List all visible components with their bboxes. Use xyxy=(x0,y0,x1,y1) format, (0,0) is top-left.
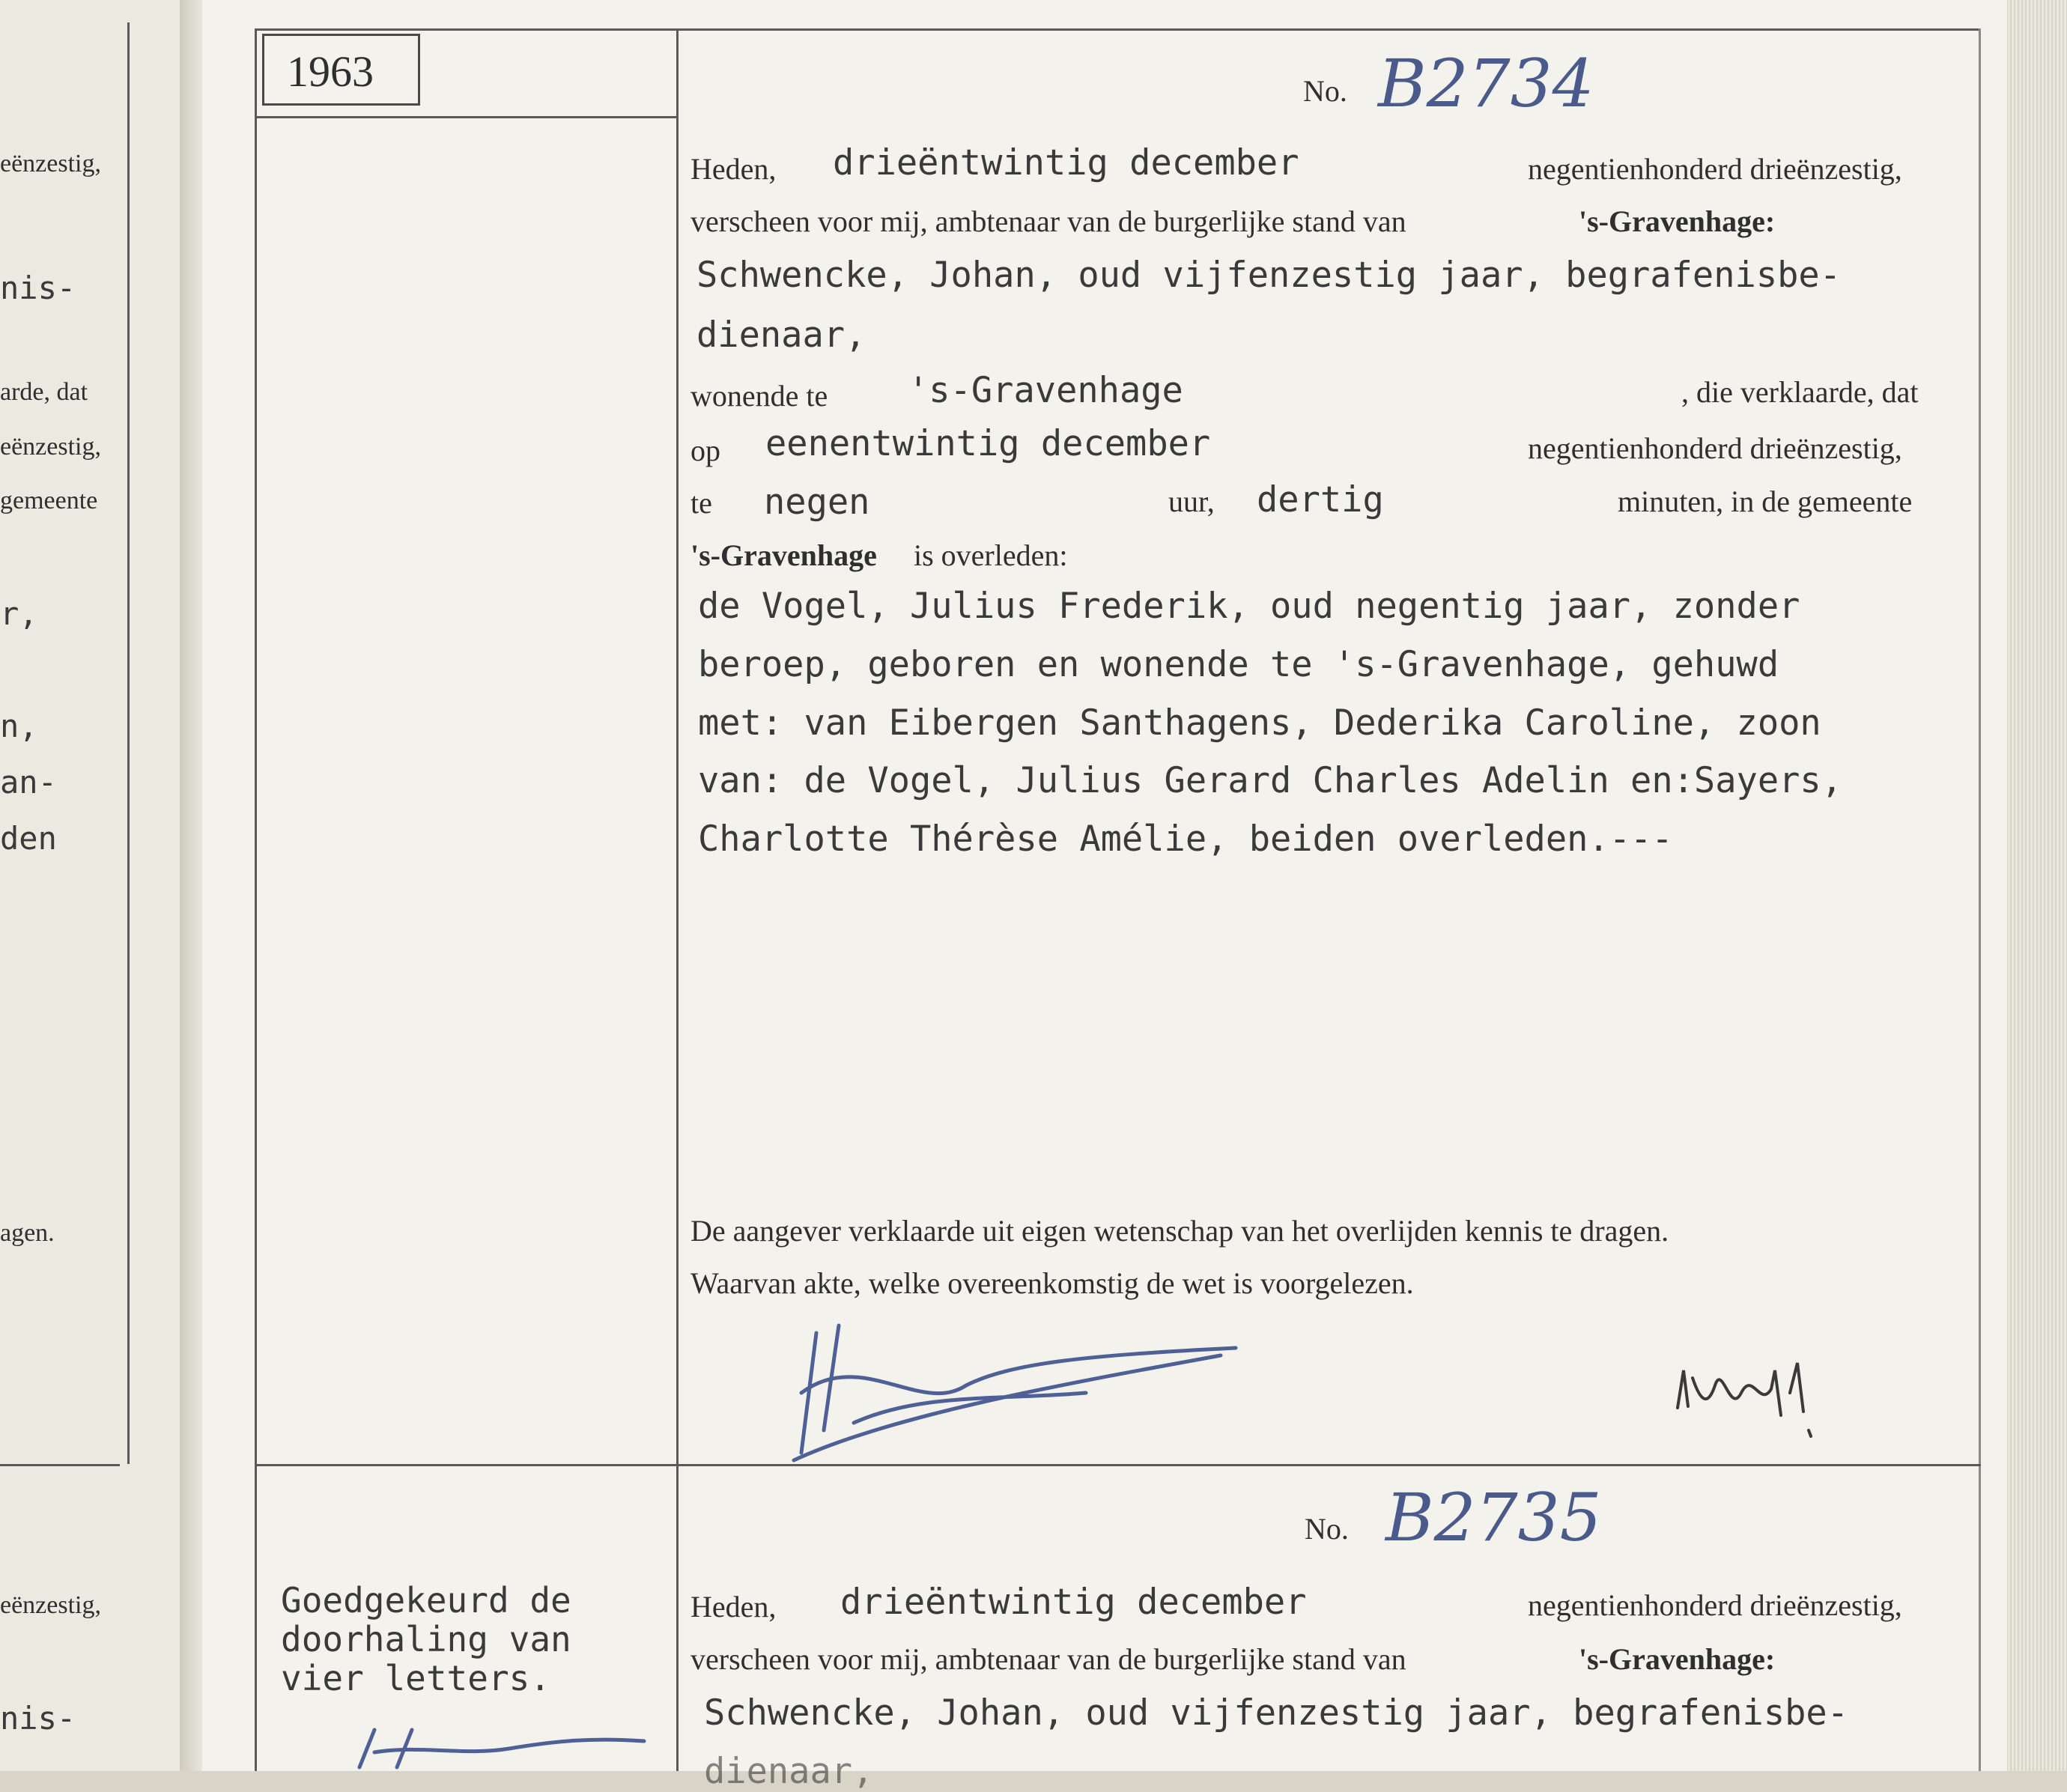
heden-label: Heden, xyxy=(690,152,777,186)
declarant-line: dienaar, xyxy=(696,315,866,356)
margin-note-line: Goedgekeurd de xyxy=(281,1580,571,1621)
left-fragment: eënzestig, xyxy=(0,1591,101,1619)
previous-page xyxy=(0,0,180,1771)
overleden-label: is overleden: xyxy=(914,538,1068,572)
page-edges xyxy=(2007,0,2067,1771)
minutes-value: dertig xyxy=(1257,479,1384,520)
left-fragment: nis- xyxy=(0,1700,76,1737)
overleden-place: 's-Gravenhage xyxy=(690,538,877,572)
te-label: te xyxy=(690,486,712,520)
place-name: 's-Gravenhage: xyxy=(1579,1642,1776,1676)
left-fragment: nis- xyxy=(0,270,76,306)
deceased-line: de Vogel, Julius Frederik, oud negentig jaar, zonder xyxy=(698,586,1800,627)
declarant-signature xyxy=(771,1303,1251,1468)
closing-line: Waarvan akte, welke overeenkomstig de wet is voorgelezen. xyxy=(690,1266,1414,1300)
uur-label: uur, xyxy=(1168,485,1215,518)
deceased-line: Charlotte Thérèse Amélie, beiden overleden.--- xyxy=(698,818,1673,860)
year-row-rule xyxy=(255,116,676,118)
record-number: B2735 xyxy=(1385,1479,1602,1556)
year-text: negentienhonderd drieënzestig, xyxy=(1528,1588,1902,1622)
wonende-value: 's-Gravenhage xyxy=(908,370,1183,411)
closing-line: De aangever verklaarde uit eigen wetenschap van het overlijden kennis te dragen. xyxy=(690,1214,1669,1248)
margin-note-signature xyxy=(344,1722,659,1771)
heden-label: Heden, xyxy=(690,1590,777,1624)
margin-note-line: vier letters. xyxy=(281,1658,551,1698)
year-text: 1963 xyxy=(287,47,374,96)
place-name: 's-Gravenhage: xyxy=(1579,204,1776,238)
left-fragment: agen. xyxy=(0,1219,55,1247)
top-border xyxy=(255,28,1981,31)
left-column-rule xyxy=(127,22,130,1464)
verscheen-text: verscheen voor mij, ambtenaar van de burgerlijke stand van xyxy=(690,1642,1406,1676)
left-fragment: den xyxy=(0,820,57,857)
deceased-line: beroep, geboren en wonende te 's-Gravenhage, gehuwd xyxy=(698,644,1779,685)
left-divider xyxy=(0,1464,120,1466)
left-fragment: arde, dat xyxy=(0,378,88,406)
year-box xyxy=(262,34,420,106)
left-fragment: r, xyxy=(0,595,38,632)
op-label: op xyxy=(690,434,720,467)
te-value: negen xyxy=(764,482,870,523)
record-number-label: No. xyxy=(1305,1512,1349,1546)
record-number-label: No. xyxy=(1303,74,1347,108)
wonende-label: wonende te xyxy=(690,379,828,413)
left-fragment: eënzestig, xyxy=(0,150,101,177)
left-fragment: an- xyxy=(0,764,57,801)
op-value: eenentwintig december xyxy=(765,423,1211,464)
verscheen-text: verscheen voor mij, ambtenaar van de burgerlijke stand van xyxy=(690,204,1406,238)
heden-value: drieëntwintig december xyxy=(840,1582,1307,1623)
declarant-line: Schwencke, Johan, oud vijfenzestig jaar, begrafenisbe- xyxy=(704,1692,1849,1734)
left-fragment: eënzestig, xyxy=(0,433,101,461)
margin-note-line: doorhaling van xyxy=(281,1619,571,1659)
official-signature xyxy=(1670,1348,1820,1445)
record-number: B2734 xyxy=(1378,45,1594,122)
left-border xyxy=(255,28,257,1771)
deceased-line: van: de Vogel, Julius Gerard Charles Adelin en:Sayers, xyxy=(698,760,1843,801)
right-border xyxy=(1979,28,1981,1771)
heden-value: drieëntwintig december xyxy=(833,142,1299,183)
left-fragment: n, xyxy=(0,708,38,744)
die-verklaarde-text: , die verklaarde, dat xyxy=(1681,375,1919,409)
op-year-text: negentienhonderd drieënzestig, xyxy=(1528,431,1902,465)
declarant-line: dienaar, xyxy=(704,1751,874,1792)
margin-column-rule xyxy=(676,28,679,1771)
declarant-line: Schwencke, Johan, oud vijfenzestig jaar, begrafenisbe- xyxy=(696,255,1842,296)
left-fragment: gemeente xyxy=(0,487,98,514)
minuten-text: minuten, in de gemeente xyxy=(1618,485,1913,518)
year-text: negentienhonderd drieënzestig, xyxy=(1528,152,1902,186)
deceased-line: met: van Eibergen Santhagens, Dederika Caroline, zoon xyxy=(698,702,1821,744)
